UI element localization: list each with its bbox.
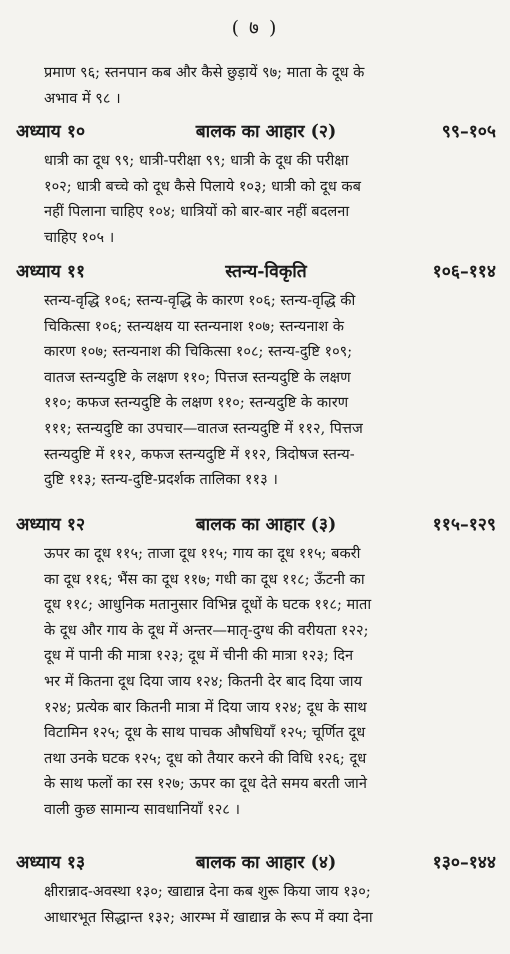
text-line: क्षीरान्नाद-अवस्था १३०; खाद्यान्न देना कब शुरू किया जाय १३०; — [44, 883, 371, 900]
text-line: चिकित्सा १०६; स्तन्यक्षय या स्तन्यनाश १०७; स्तन्यनाश के — [44, 317, 344, 335]
chapter-number: अध्याय १३ — [16, 853, 86, 873]
text-line: तथा उनके घटक १२५; दूध को तैयार करने की विधि १२६; दूध — [44, 749, 367, 767]
text-line: स्तन्यदुष्टि में ११२, कफज स्तन्यदुष्टि में ११२, त्रिदोषज स्तन्य- — [44, 445, 355, 463]
chapter-number: अध्याय १० — [16, 122, 86, 142]
chapter-title: स्तन्य-विकृति — [225, 262, 307, 282]
chapter-10-contents — [44, 148, 496, 250]
chapter-title: बालक का आहार (३) — [195, 515, 337, 535]
page-number: ( ७ ) — [231, 17, 279, 39]
text-line: आधारभूत सिद्धान्त १३२; आरम्भ में खाद्यान्न के रूप में क्या देना — [44, 908, 373, 926]
text-line: स्तन्य-वृद्धि १०६; स्तन्य-वृद्धि के कारण १०६; स्तन्य-वृद्धि की — [44, 292, 356, 309]
text-line: अभाव में ९८ । — [44, 89, 121, 107]
chapter-12-contents — [44, 541, 496, 823]
intro-paragraph — [44, 60, 496, 111]
text-line: धात्री का दूध ९९; धात्री-परीक्षा ९९; धात्री के दूध की परीक्षा — [44, 152, 349, 169]
chapter-13-contents — [44, 879, 496, 930]
text-line: के साथ फलों का रस १२७; ऊपर का दूध देते समय बरती जाने — [44, 775, 367, 793]
text-line: चाहिए १०५ । — [44, 228, 115, 246]
text-line: दुष्टि ११३; स्तन्य-दुष्टि-प्रदर्शक तालिका ११३ । — [44, 471, 278, 489]
chapter-page-range: ११५–१२९ — [432, 515, 496, 535]
text-line: दूध में पानी की मात्रा १२३; दूध में चीनी की मात्रा १२३; दिन — [44, 647, 354, 665]
text-line: विटामिन १२५; दूध के साथ पाचक औषधियाँ १२५; चूर्णित दूध — [44, 724, 366, 742]
chapter-number: अध्याय ११ — [16, 262, 86, 282]
text-line: नहीं पिलाना चाहिए १०४; धात्रियों को बार-बार नहीं बदलना — [44, 203, 350, 221]
text-line: ११०; कफज स्तन्यदुष्टि के लक्षण ११०; स्तन्यदुष्टि के कारण — [44, 394, 349, 412]
chapter-heading-12 — [16, 510, 496, 540]
text-line: १२४; प्रत्येक बार कितनी मात्रा में दिया जाय १२४; दूध के साथ — [44, 698, 367, 716]
chapter-page-range: १३०–१४४ — [432, 853, 496, 873]
text-line: १११; स्तन्यदुष्टि का उपचार—वातज स्तन्यदुष्टि में ११२, पित्तज — [44, 419, 363, 437]
text-line: वातज स्तन्यदुष्टि के लक्षण ११०; पित्तज स्तन्यदुष्टि के लक्षण — [44, 368, 351, 386]
chapter-title: बालक का आहार (४) — [195, 853, 337, 873]
chapter-title: बालक का आहार (२) — [195, 122, 337, 142]
text-line: कारण १०७; स्तन्यनाश की चिकित्सा १०८; स्तन्य-दुष्टि १०९; — [44, 343, 353, 361]
chapter-heading-13 — [16, 848, 496, 878]
chapter-heading-11 — [16, 257, 496, 287]
text-line: १०२; धात्री बच्चे को दूध कैसे पिलाये १०३; धात्री को दूध कब — [44, 177, 361, 195]
chapter-number: अध्याय १२ — [16, 515, 86, 535]
text-line: का दूध ११६; भैंस का दूध ११७; गधी का दूध ११८; ऊँटनी का — [44, 570, 365, 588]
chapter-page-range: १०६–११४ — [432, 262, 496, 282]
text-line: के दूध और गाय के दूध में अन्तर—मातृ-दुग्ध की वरीयता १२२; — [44, 621, 369, 639]
chapter-11-contents — [44, 288, 496, 493]
text-line: दूध ११८; आधुनिक मतानुसार विभिन्न दूधों के घटक ११८; माता — [44, 596, 372, 614]
chapter-page-range: ९९–१०५ — [441, 122, 496, 142]
text-line: ऊपर का दूध ११५; ताजा दूध ११५; गाय का दूध ११५; बकरी — [44, 545, 361, 562]
text-line: वाली कुछ सामान्य सावधानियाँ १२८ । — [44, 800, 241, 818]
chapter-heading-10 — [16, 117, 496, 147]
text-line: प्रमाण ९६; स्तनपान कब और कैसे छुड़ायें ९७; माता के दूध के — [44, 64, 365, 81]
text-line: भर में कितना दूध दिया जाय १२४; कितनी देर बाद दिया जाय — [44, 672, 363, 690]
